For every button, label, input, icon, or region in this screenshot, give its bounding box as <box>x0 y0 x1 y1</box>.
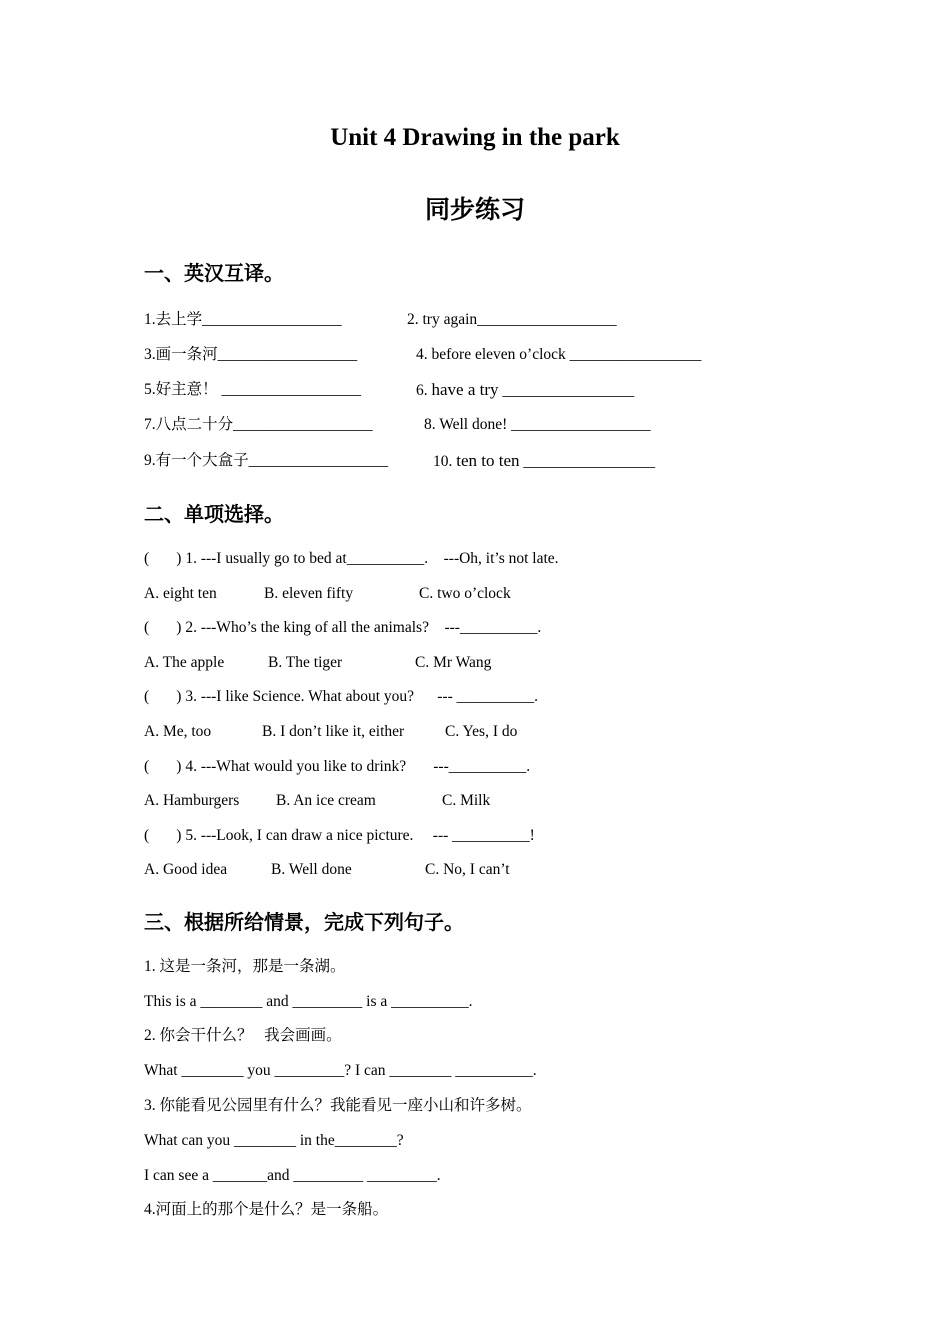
answer-blank: _________________ <box>519 453 656 470</box>
option-b: B. eleven fifty <box>264 585 354 602</box>
question: ( ) 1. ---I usually go to bed at__________. ---Oh, it’s not late. <box>144 550 559 567</box>
option-a: A. Hamburgers <box>144 792 240 809</box>
translation-item: 7.八点二十分__________________ <box>144 416 373 433</box>
page-subtitle: 同步练习 <box>424 195 525 224</box>
option-b: B. The tiger <box>268 654 343 671</box>
section-1-heading: 一、英汉互译。 <box>144 261 284 285</box>
option-a: A. The apple <box>144 654 225 671</box>
prompt-chinese: 1. 这是一条河，那是一条湖。 <box>144 958 346 975</box>
question: ( ) 4. ---What would you like to drink? ---__________. <box>144 758 531 775</box>
translation-item: 5.好主意！ __________________ <box>144 381 362 398</box>
item-phrase: have a try <box>431 380 499 399</box>
fill-sentence: What ________ you _________? I can ________ __________. <box>144 1062 537 1079</box>
option-c: C. Milk <box>442 792 491 809</box>
option-c: C. Yes, I do <box>445 723 518 740</box>
fill-sentence: This is a ________ and _________ is a __________. <box>144 993 473 1010</box>
option-b: B. An ice cream <box>276 792 376 809</box>
translation-item: 1.去上学__________________ <box>144 311 342 328</box>
translation-item: 4. before eleven o’clock _________________ <box>416 346 702 363</box>
translation-item: 8. Well done! __________________ <box>424 416 651 433</box>
answer-blank: _________________ <box>498 382 635 399</box>
option-c: C. No, I can’t <box>425 861 510 878</box>
fill-sentence: What can you ________ in the________? <box>144 1132 404 1149</box>
section-3-heading: 三、根据所给情景，完成下列句子。 <box>144 910 464 934</box>
question: ( ) 2. ---Who’s the king of all the animals? ---__________. <box>144 619 542 636</box>
prompt-chinese: 3. 你能看见公园里有什么？我能看见一座小山和许多树。 <box>144 1097 532 1114</box>
option-a: A. Me, too <box>144 723 212 740</box>
question: ( ) 3. ---I like Science. What about you? --- __________. <box>144 688 538 705</box>
question: ( ) 5. ---Look, I can draw a nice picture. --- __________! <box>144 827 535 844</box>
option-b: B. I don’t like it, either <box>262 723 405 740</box>
translation-item <box>433 451 655 472</box>
option-c: C. two o’clock <box>419 585 511 602</box>
fill-sentence: I can see a _______and _________ _________. <box>144 1167 441 1184</box>
translation-item: 9.有一个大盒子__________________ <box>144 452 389 469</box>
prompt-chinese: 4.河面上的那个是什么？是一条船。 <box>144 1201 389 1218</box>
section-2-heading: 二、单项选择。 <box>144 502 284 526</box>
translation-item <box>416 380 634 401</box>
translation-item: 2. try again__________________ <box>407 311 617 328</box>
option-c: C. Mr Wang <box>415 654 492 671</box>
item-number: 6. <box>416 382 432 399</box>
option-a: A. eight ten <box>144 585 217 602</box>
option-b: B. Well done <box>271 861 352 878</box>
prompt-chinese: 2. 你会干什么？ 我会画画。 <box>144 1027 342 1044</box>
option-a: A. Good idea <box>144 861 228 878</box>
translation-item: 3.画一条河__________________ <box>144 346 358 363</box>
item-number: 10. <box>433 453 457 470</box>
item-phrase: ten to ten <box>456 451 520 470</box>
page-title: Unit 4 Drawing in the park <box>330 124 620 151</box>
